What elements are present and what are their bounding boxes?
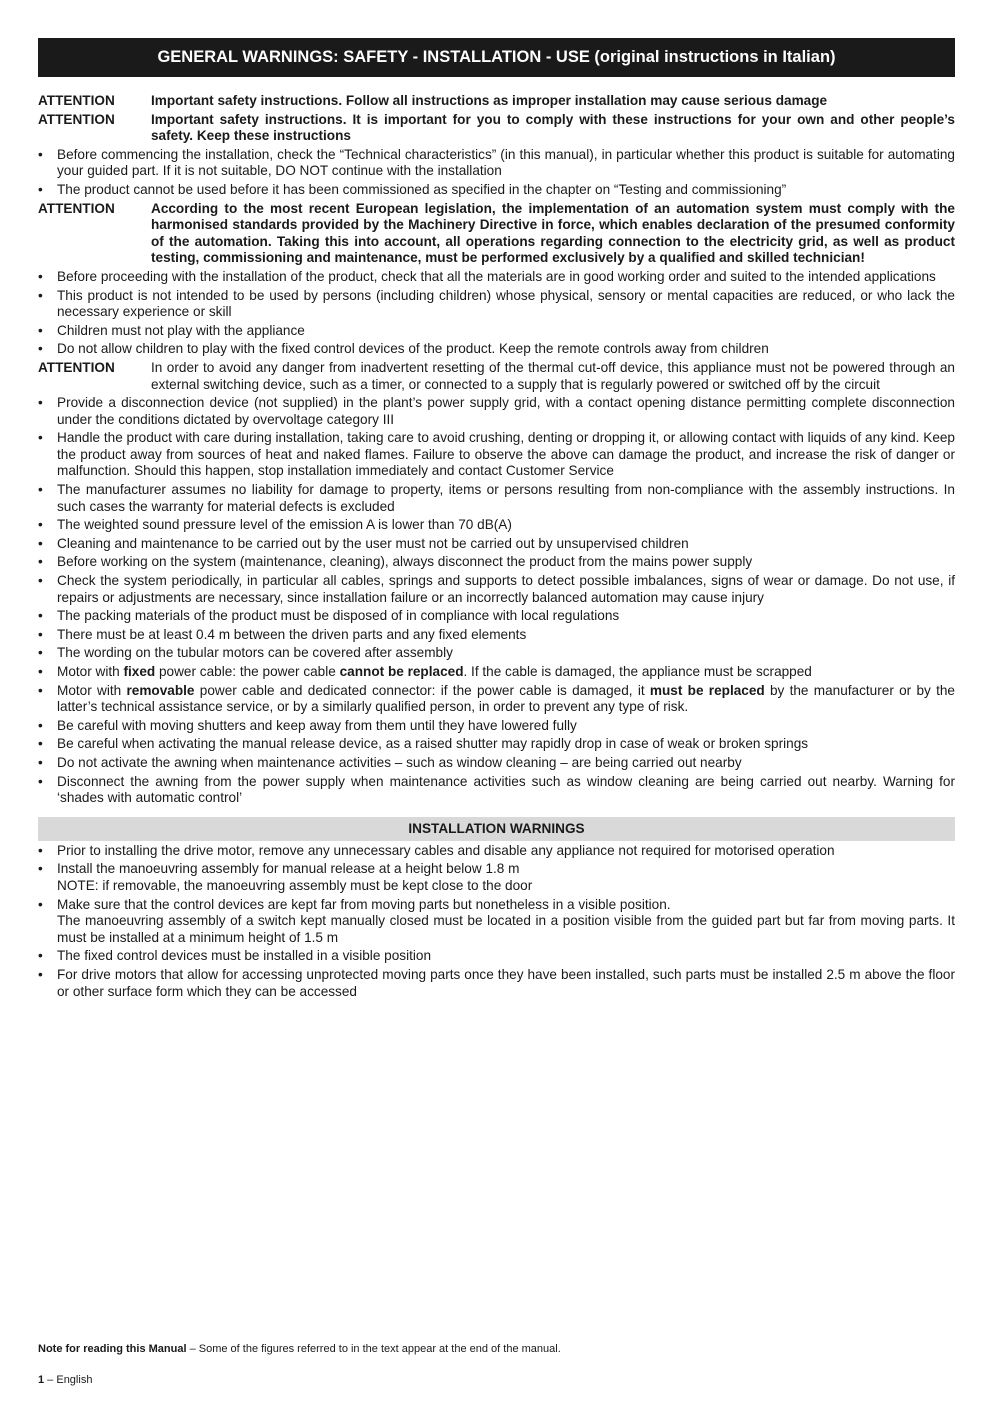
bullet-icon: • (38, 966, 43, 982)
bullet-text: Before proceeding with the installation of the product, check that all the materials are in good working order and suited to the intended applications (57, 268, 936, 284)
bullet-item (38, 430, 955, 480)
page-footer (38, 1374, 92, 1386)
bullet-text: Be careful with moving shutters and keep away from them until they have lowered fully (57, 717, 577, 733)
bullet-text: Do not activate the awning when maintenance activities – such as window cleaning – are being carried out nearby (57, 754, 742, 770)
warnings-content (38, 93, 955, 1000)
bullet-text: The fixed control devices must be installed in a visible position (57, 948, 432, 964)
bullet-item (38, 664, 955, 681)
attention-text: Important safety instructions. Follow all instructions as improper installation may cause serious damage (151, 93, 828, 108)
bullet-text: Before working on the system (maintenance, cleaning), always disconnect the product from the mains power supply (57, 554, 753, 570)
bullet-item (38, 573, 955, 606)
attention-block (38, 112, 955, 145)
bullet-line: Install the manoeuvring assembly for manual release at a height below 1.8 m (57, 861, 520, 877)
bullet-line: NOTE: if removable, the manoeuvring assembly must be kept close to the door (57, 877, 533, 893)
bullet-icon: • (38, 736, 43, 752)
bullet-icon: • (38, 430, 43, 446)
bullet-item (38, 861, 955, 894)
attention-text: In order to avoid any danger from inadvertent resetting of the thermal cut-off device, this appliance must not be powered through an external switching device, such as a timer, or connected to a supply that is regularly powered or switched off by the circuit (151, 359, 955, 392)
bullet-emphasis: cannot be replaced (339, 664, 464, 679)
bullet-item (38, 627, 955, 644)
bullet-line: The manoeuvring assembly of a switch kept manually closed must be located in a position visible from the guided part but far from moving parts. It must be installed at a minimum height of 1.5 m (57, 913, 955, 945)
bullet-item (38, 718, 955, 735)
bullet-icon: • (38, 842, 43, 858)
bullet-icon: • (38, 608, 43, 624)
bullet-text: The packing materials of the product must be disposed of in compliance with local regulations (57, 608, 620, 624)
bullet-icon: • (38, 535, 43, 551)
bullet-icon: • (38, 717, 43, 733)
attention-text: According to the most recent European legislation, the implementation of an automation system must comply with the harmonised standards provided by the Machinery Directive in force, which enables declaration of the presumed conformity of the automation. Taking this into account, all operations regarding connection to the electricity grid, as well as product testing, commissioning and maintenance, must be performed exclusively by a qualified and skilled technician! (151, 200, 955, 266)
bullet-item (38, 897, 955, 947)
bullet-text (57, 664, 955, 681)
bullet-item (38, 395, 955, 428)
bullet-icon: • (38, 181, 43, 197)
bullet-icon: • (38, 896, 43, 912)
bullet-item (38, 482, 955, 515)
bullet-item (38, 948, 955, 965)
bullet-item (38, 288, 955, 321)
section-heading: INSTALLATION WARNINGS (38, 817, 955, 841)
bullet-item (38, 755, 955, 772)
bullet-text: The wording on the tubular motors can be covered after assembly (57, 645, 453, 661)
reading-note (38, 1343, 561, 1355)
bullet-icon: • (38, 682, 43, 698)
page-language: – English (44, 1374, 93, 1386)
bullet-text: Provide a disconnection device (not supplied) in the plant’s power supply grid, with a contact opening distance permitting complete disconnection under the conditions dictated by overvoltage category III (57, 395, 955, 427)
attention-label: ATTENTION (38, 359, 115, 375)
bullet-text: Be careful when activating the manual release device, as a raised shutter may rapidly drop in case of weak or broken springs (57, 736, 809, 752)
bullet-item (38, 774, 955, 807)
bullet-text: Children must not play with the appliance (57, 322, 305, 338)
bullet-text-part: power cable: the power cable (155, 664, 340, 679)
page-number: 1 (38, 1374, 45, 1386)
bullet-item (38, 736, 955, 753)
attention-block (38, 93, 955, 110)
attention-block (38, 360, 955, 393)
bullet-text-part: power cable and dedicated connector: if the power cable is damaged, it (194, 682, 650, 698)
reading-note-text: – Some of the figures referred to in the text appear at the end of the manual. (186, 1343, 561, 1355)
bullet-icon: • (38, 482, 43, 498)
bullet-item (38, 323, 955, 340)
bullet-text: There must be at least 0.4 m between the driven parts and any fixed elements (57, 626, 527, 642)
bullet-item (38, 843, 955, 860)
bullet-icon: • (38, 754, 43, 770)
bullet-emphasis: fixed (123, 664, 156, 679)
page-title: GENERAL WARNINGS: SAFETY - INSTALLATION - USE (original instructions in Italian) (38, 38, 955, 77)
attention-label: ATTENTION (38, 111, 115, 127)
bullet-icon: • (38, 341, 43, 357)
bullet-line: Make sure that the control devices are kept far from moving parts but nonetheless in a visible position. (57, 896, 671, 912)
bullet-text: Do not allow children to play with the fixed control devices of the product. Keep the remote controls away from children (57, 341, 769, 357)
bullet-text-part: Motor with (57, 682, 127, 698)
bullet-text (57, 897, 955, 947)
bullet-text: Handle the product with care during installation, taking care to avoid crushing, denting or dropping it, or allowing contact with liquids of any kind. Keep the product away from sources of heat and naked flames. Failure to observe the above can damage the product, and increase the risk of danger or malfunction. Should this happen, stop installation immediately and contact Customer Service (57, 430, 955, 479)
bullet-text: Before commencing the installation, check the “Technical characteristics” (in this manual), in particular whether this product is suitable for automating your guided part. If it is not suitable, DO NOT continue with the installation (57, 146, 955, 179)
bullet-icon: • (38, 554, 43, 570)
bullet-text: Check the system periodically, in particular all cables, springs and supports to detect possible imbalances, signs of wear or damage. Do not use, if repairs or adjustments are necessary, since installation failure or an incorrectly balanced automation may cause injury (57, 573, 955, 605)
bullet-icon: • (38, 573, 43, 589)
bullet-icon: • (38, 645, 43, 661)
bullet-item (38, 645, 955, 662)
page (38, 38, 955, 1000)
bullet-icon: • (38, 287, 43, 303)
bullet-item (38, 608, 955, 625)
bullet-item (38, 147, 955, 180)
bullet-item (38, 683, 955, 716)
bullet-item (38, 967, 955, 1000)
bullet-emphasis: must be replaced (649, 682, 765, 698)
bullet-item (38, 536, 955, 553)
bullet-text-part: Motor with (57, 664, 124, 679)
bullet-text: The weighted sound pressure level of the emission A is lower than 70 dB(A) (57, 517, 512, 533)
attention-block (38, 201, 955, 267)
bullet-text (57, 861, 955, 894)
bullet-item (38, 182, 955, 199)
bullet-text-part: by the manufacturer or by the latter’s technical assistance service, or by a similarly qualified person, in order to prevent any type of risk. (57, 682, 955, 715)
attention-label: ATTENTION (38, 200, 115, 216)
bullet-icon: • (38, 395, 43, 411)
bullet-text: The product cannot be used before it has been commissioned as specified in the chapter on “Testing and commissioning” (57, 181, 787, 197)
reading-note-label: Note for reading this Manual (38, 1343, 187, 1355)
bullet-item (38, 554, 955, 571)
bullet-text-part: . If the cable is damaged, the appliance must be scrapped (463, 664, 812, 679)
bullet-item (38, 269, 955, 286)
bullet-icon: • (38, 517, 43, 533)
bullet-icon: • (38, 773, 43, 789)
bullet-text (57, 683, 955, 716)
bullet-icon: • (38, 948, 43, 964)
bullet-icon: • (38, 861, 43, 877)
bullet-text: For drive motors that allow for accessing unprotected moving parts once they have been installed, such parts must be installed 2.5 m above the floor or other surface form which they can be accessed (57, 966, 955, 999)
bullet-item (38, 341, 955, 358)
bullet-icon: • (38, 626, 43, 642)
attention-text: Important safety instructions. It is important for you to comply with these instructions for your own and other people’s safety. Keep these instructions (151, 111, 955, 144)
bullet-emphasis: removable (126, 682, 195, 698)
bullet-text: Cleaning and maintenance to be carried out by the user must not be carried out by unsupervised children (57, 535, 689, 551)
bullet-icon: • (38, 664, 43, 679)
bullet-icon: • (38, 322, 43, 338)
bullet-icon: • (38, 268, 43, 284)
bullet-text: The manufacturer assumes no liability for damage to property, items or persons resulting from non-compliance with the assembly instructions. In such cases the warranty for material defects is excluded (57, 482, 955, 514)
bullet-text: Disconnect the awning from the power supply when maintenance activities such as window cleaning are being carried out nearby. Warning for ‘shades with automatic control’ (57, 773, 955, 806)
bullet-text: Prior to installing the drive motor, remove any unnecessary cables and disable any appliance not required for motorised operation (57, 842, 835, 858)
bullet-item (38, 517, 955, 534)
bullet-text: This product is not intended to be used by persons (including children) whose physical, sensory or mental capacities are reduced, or who lack the necessary experience or skill (57, 287, 955, 320)
bullet-icon: • (38, 146, 43, 162)
attention-label: ATTENTION (38, 93, 115, 108)
